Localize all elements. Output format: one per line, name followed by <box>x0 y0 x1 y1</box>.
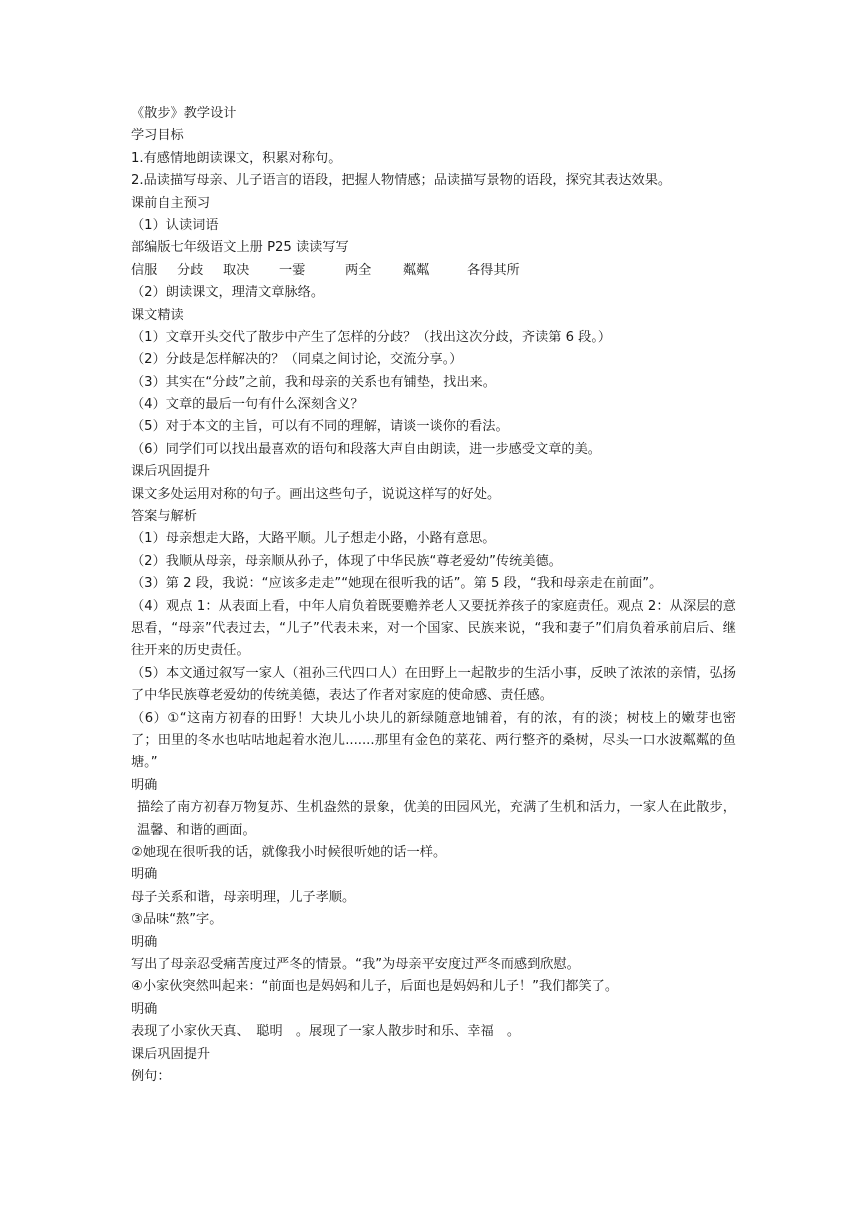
section-heading-goals: 学习目标 <box>131 128 184 144</box>
explanation: 母子关系和谐，母亲明理，儿子孝顺。 <box>131 889 356 905</box>
vocab-word: 粼粼 <box>403 262 430 278</box>
ming-que-label: 明确 <box>131 777 158 793</box>
answer-item: （3）第 2 段，我说：“应该多走走”“她现在很听我的话”。第 5 段，“我和母亲走在前面”。 <box>131 576 663 592</box>
section-heading-reading: 课文精读 <box>131 307 184 323</box>
document-body <box>131 103 736 1088</box>
vocab-word: 一霎 <box>279 262 306 278</box>
preview-item: （1）认读词语 <box>131 217 219 233</box>
vocab-word: 两全 <box>345 262 372 278</box>
ming-que-label: 明确 <box>131 867 158 883</box>
preview-item: （2）朗读课文，理清文章脉络。 <box>131 285 325 301</box>
vocab-word: 取决 <box>223 262 250 278</box>
reading-question: （2）分歧是怎样解决的？（同桌之间讨论，交流分享。） <box>131 352 463 368</box>
goal-item: 1.有感情地朗读课文，积累对称句。 <box>131 150 342 166</box>
vocab-list <box>131 260 736 282</box>
reading-question: （4）文章的最后一句有什么深刻含义？ <box>131 397 364 413</box>
answer-item: （6）①“这南方初春的田野！大块儿小块儿的新绿随意地铺着，有的浓，有的淡；树枝上的嫩芽也密了；田里的冬水也咕咕地起着水泡儿.......那里有金色的菜花、两行整齐的桑树，尽头一口水波粼粼的鱼塘。” <box>131 710 736 771</box>
explanation: 表现了小家伙天真、 聪明 。展现了一家人散步时和乐、幸福 。 <box>131 1024 521 1040</box>
section-heading-answers: 答案与解析 <box>131 509 197 525</box>
reading-question: （3）其实在“分歧”之前，我和母亲的关系也有铺垫，找出来。 <box>131 374 496 390</box>
explanation: 描绘了南方初春万物复苏、生机盎然的景象，优美的田园风光，充满了生机和活力，一家人在此散步，温馨、和谐的画面。 <box>137 800 736 838</box>
vocab-word: 分歧 <box>177 262 204 278</box>
ming-que-label: 明确 <box>131 1001 158 1017</box>
section-heading-consolidate: 课后巩固提升 <box>131 464 211 480</box>
ming-que-label: 明确 <box>131 934 158 950</box>
vocab-word: 信服 <box>131 262 158 278</box>
consolidate-task: 课文多处运用对称的句子。画出这些句子，说说这样写的好处。 <box>131 486 501 502</box>
vocab-word: 各得其所 <box>467 262 520 278</box>
quote-item: ②她现在很听我的话，就像我小时候很听她的话一样。 <box>131 845 447 861</box>
explanation: 写出了母亲忍受痛苦度过严冬的情景。“我”为母亲平安度过严冬而感到欣慰。 <box>131 957 580 972</box>
reading-question: （1）文章开头交代了散步中产生了怎样的分歧？（找出这次分歧，齐读第 6 段。） <box>131 329 612 345</box>
answer-item: （2）我顺从母亲，母亲顺从孙子，体现了中华民族“尊老爱幼”传统美德。 <box>131 553 562 569</box>
document-title: 《散步》教学设计 <box>131 106 237 121</box>
answer-item: （1）母亲想走大路，大路平顺。儿子想走小路，小路有意思。 <box>131 531 496 547</box>
reading-question: （5）对于本文的主旨，可以有不同的理解，请谈一谈你的看法。 <box>131 419 509 435</box>
reading-question: （6）同学们可以找出最喜欢的语句和段落大声自由朗读，进一步感受文章的美。 <box>131 441 601 457</box>
answer-item: （5）本文通过叙写一家人（祖孙三代四口人）在田野上一起散步的生活小事，反映了浓浓的亲情，弘扬了中华民族尊老爱幼的传统美德，表达了作者对家庭的使命感、责任感。 <box>131 665 736 704</box>
section-heading-preview: 课前自主预习 <box>131 195 211 211</box>
answer-item: （4）观点 1：从表面上看，中年人肩负着既要赡养老人又要抚养孩子的家庭责任。观点 2：从深层的意思看，“母亲”代表过去，“儿子”代表未来，对一个国家、民族来说，“我和妻子”们肩负着承前启后、继往开来的历史责任。 <box>131 598 736 659</box>
example-label: 例句： <box>131 1068 171 1084</box>
preview-source: 部编版七年级语文上册 P25 读读写写 <box>131 240 349 256</box>
goal-item: 2.品读描写母亲、儿子语言的语段，把握人物情感；品读描写景物的语段，探究其表达效果。 <box>131 173 672 189</box>
quote-item: ④小家伙突然叫起来：“前面也是妈妈和儿子，后面也是妈妈和儿子！”我们都笑了。 <box>131 979 619 995</box>
quote-item: ③品味“熬”字。 <box>131 912 223 928</box>
section-heading-consolidate: 课后巩固提升 <box>131 1046 211 1062</box>
